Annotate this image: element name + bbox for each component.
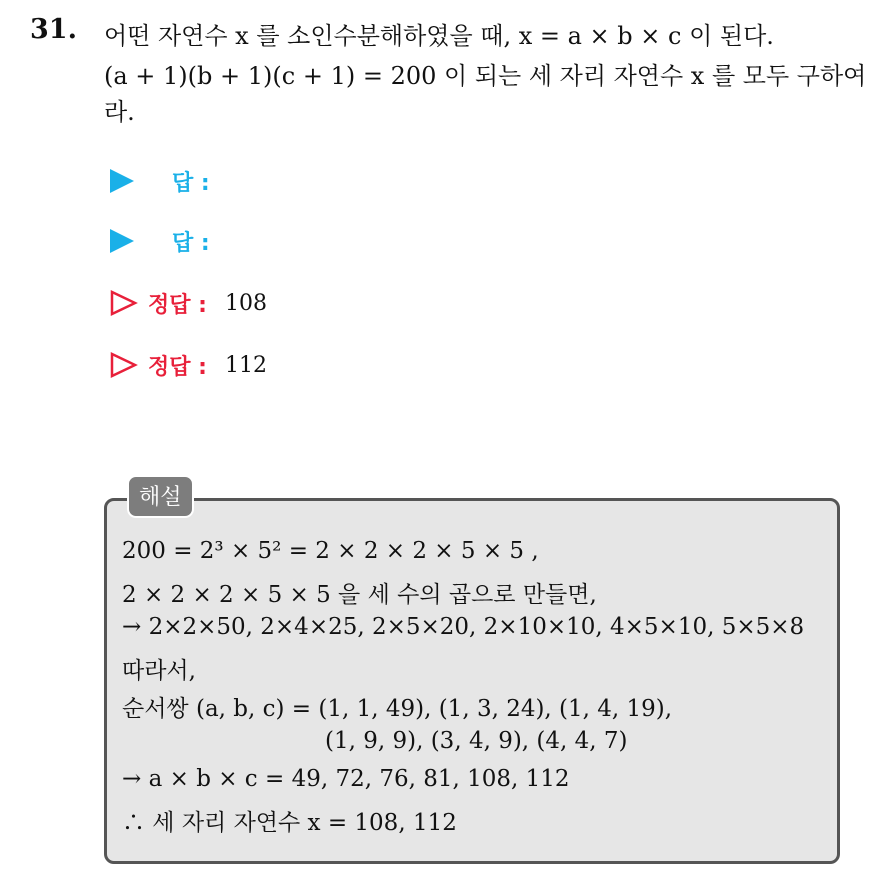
answer-row-2 (110, 224, 228, 258)
solution-line-8: ∴ 세 자리 자연수 x = 108, 112 (122, 810, 457, 836)
answer-label: 답 : (172, 230, 210, 256)
solution-line-6: (1, 9, 9), (3, 4, 9), (4, 4, 7) (325, 728, 628, 754)
correct-answer-value: 112 (224, 352, 267, 378)
correct-answer-value: 108 (224, 290, 267, 316)
correct-answer-row-2 (110, 348, 267, 382)
solution-tag: 해설 (127, 475, 194, 518)
question-line-1: 어떤 자연수 x 를 소인수분해하였을 때, x = a × b × c 이 된다. (104, 22, 774, 50)
solution-line-5: 순서쌍 (a, b, c) = (1, 1, 49), (1, 3, 24), (1, 4, 19), (122, 696, 673, 722)
play-arrow-icon (110, 169, 134, 193)
correct-answer-label: 정답 : (148, 292, 207, 318)
answer-label: 답 : (172, 170, 210, 196)
solution-line-3: → 2×2×50, 2×4×25, 2×5×20, 2×10×10, 4×5×10, 5×5×8 (122, 614, 805, 640)
correct-answer-row-1 (110, 286, 267, 320)
question-line-2: (a + 1)(b + 1)(c + 1) = 200 이 되는 세 자리 자연수 x 를 모두 구하여 (104, 62, 867, 90)
question-line-3: 라. (104, 98, 135, 126)
play-arrow-icon (110, 229, 134, 253)
outline-arrow-icon (110, 290, 138, 316)
solution-line-4: 따라서, (122, 658, 196, 684)
solution-line-1: 200 = 2³ × 5² = 2 × 2 × 2 × 5 × 5 , (122, 538, 539, 564)
solution-line-2: 2 × 2 × 2 × 5 × 5 을 세 수의 곱으로 만들면, (122, 582, 597, 608)
question-number: 31. (30, 14, 77, 45)
outline-arrow-icon (110, 352, 138, 378)
answer-row-1 (110, 164, 228, 198)
solution-line-7: → a × b × c = 49, 72, 76, 81, 108, 112 (122, 766, 570, 792)
correct-answer-label: 정답 : (148, 354, 207, 380)
